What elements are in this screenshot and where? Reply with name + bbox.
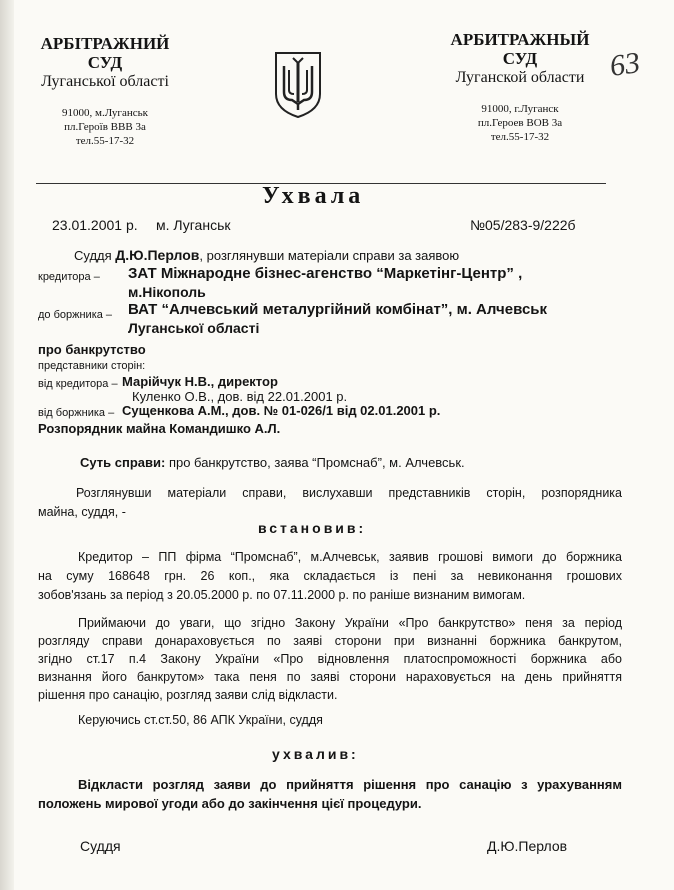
creditor-name: ЗАТ Міжнародне бізнес-агенство “Маркетінг-Центр” , — [128, 265, 523, 282]
header-right-addr3: тел.55-17-32 — [490, 131, 550, 143]
decision-line-2: положень мирової угоди або до закінчення цієї процедури. — [38, 796, 422, 811]
header-right-line2: СУД — [502, 49, 538, 68]
from-creditor-label: від кредитора – — [38, 378, 118, 390]
judge-intro-rest: , розглянувши матеріали справи за заявою — [199, 248, 460, 263]
document-date: 23.01.2001 р. — [52, 217, 138, 233]
paragraph-reasoning — [38, 614, 622, 704]
judge-name: Д.Ю.Перлов — [115, 247, 200, 263]
header-right-addr2: пл.Героев ВОВ 3а — [477, 117, 563, 129]
debtor-name: ВАТ “Алчевський металургійний комбінат”, м. Алчевськ — [128, 301, 548, 318]
creditor-city: м.Нікополь — [128, 284, 206, 300]
header-left-addr1: 91000, м.Луганськ — [62, 107, 148, 119]
header-left-line2: СУД — [87, 53, 123, 72]
paragraph-reasoning-line-1: Приймаючи до уваги, що згідно Закону України «Про банкрутство» пеня за період — [78, 616, 622, 630]
handwritten-page-number: 63 — [607, 46, 643, 83]
decision-text — [38, 775, 622, 813]
paragraph-guided-by: Керуючись ст.ст.50, 86 АПК України, суддя — [78, 713, 323, 727]
header-left-line3: Луганської області — [41, 73, 169, 90]
debtor-region: Луганської області — [128, 320, 260, 336]
decision-line-1: Відкласти розгляд заяви до прийняття рішення про санацію з урахуванням — [78, 777, 622, 792]
paragraph-review-line-2: майна, суддя, - — [38, 505, 126, 519]
from-debtor-label: від боржника – — [38, 407, 115, 419]
header-left-addr3: тел.55-17-32 — [75, 135, 135, 147]
paragraph-review — [38, 484, 622, 522]
case-subject: про банкрутство — [38, 342, 146, 357]
paragraph-review-line-1: Розглянувши матеріали справи, вислухавши представників сторін, розпорядника — [76, 486, 622, 500]
paragraph-reasoning-line-5: рішення про санацію, розгляд заяви слід відкласти. — [38, 688, 338, 702]
signature-label: Суддя — [80, 838, 121, 854]
judge-intro — [74, 247, 459, 263]
from-creditor-rep-2: Куленко О.В., дов. від 22.01.2001 р. — [132, 389, 348, 404]
case-essence-text: про банкрутство, заява “Промснаб”, м. Алчевськ. — [168, 455, 465, 470]
paragraph-claim-line-2: на суму 168648 грн. 26 коп., яка складається із пені за невиконання грошових — [38, 569, 622, 583]
case-essence — [80, 455, 465, 470]
paragraph-reasoning-line-3: згідно ст.17 п.4 Закону України «Про відновлення платоспроможності боржника або — [38, 652, 622, 666]
header-left-addr2: пл.Героїв ВВВ 3а — [64, 121, 146, 133]
from-creditor-rep-1: Марійчук Н.В., директор — [122, 374, 278, 389]
from-debtor-rep: Сущенкова А.М., дов. № 01-026/1 від 02.01.2001 р. — [122, 403, 441, 418]
paragraph-claim-line-3: зобов'язань за період з 20.05.2000 р. по 07.11.2000 р. по раніше визнаним вимогам. — [38, 588, 526, 602]
header-right-line1: АРБИТРАЖНЫЙ — [450, 30, 590, 49]
ukraine-trident-emblem-icon — [272, 50, 324, 120]
header-left-line1: АРБІТРАЖНИЙ — [40, 34, 170, 53]
case-essence-label: Суть справи: — [80, 455, 166, 470]
property-manager: Розпорядник майна Командишко А.Л. — [38, 421, 281, 436]
paragraph-claim — [38, 548, 622, 605]
debtor-label: до боржника – — [38, 309, 113, 321]
creditor-label: кредитора – — [38, 271, 100, 283]
established-heading: встановив: — [258, 520, 367, 536]
header-right-addr1: 91000, г.Луганск — [481, 103, 559, 115]
document-title: Ухвала — [262, 183, 365, 209]
representatives-label: представники сторін: — [38, 360, 146, 372]
header-left — [30, 34, 180, 148]
judge-intro-label: Суддя — [74, 248, 112, 263]
signature-name: Д.Ю.Перлов — [487, 838, 568, 854]
header-right — [440, 30, 600, 144]
ruled-heading: ухвалив: — [272, 746, 359, 762]
document-city: м. Луганськ — [156, 217, 231, 233]
paragraph-claim-line-1: Кредитор – ПП фірма “Промснаб”, м.Алчевськ, заявив грошові вимоги до боржника — [78, 550, 622, 564]
document-number: №05/283-9/222б — [470, 217, 576, 233]
paragraph-reasoning-line-4: визнання його банкрутом» така пеня по заяві сторони нараховується на день прийняття — [38, 670, 622, 684]
binding-shadow — [0, 0, 14, 890]
header-right-line3: Луганской области — [455, 69, 585, 86]
paragraph-reasoning-line-2: розгляду справи донараховується по заяві сторони при визнанні боржника банкрутом, — [38, 634, 622, 648]
